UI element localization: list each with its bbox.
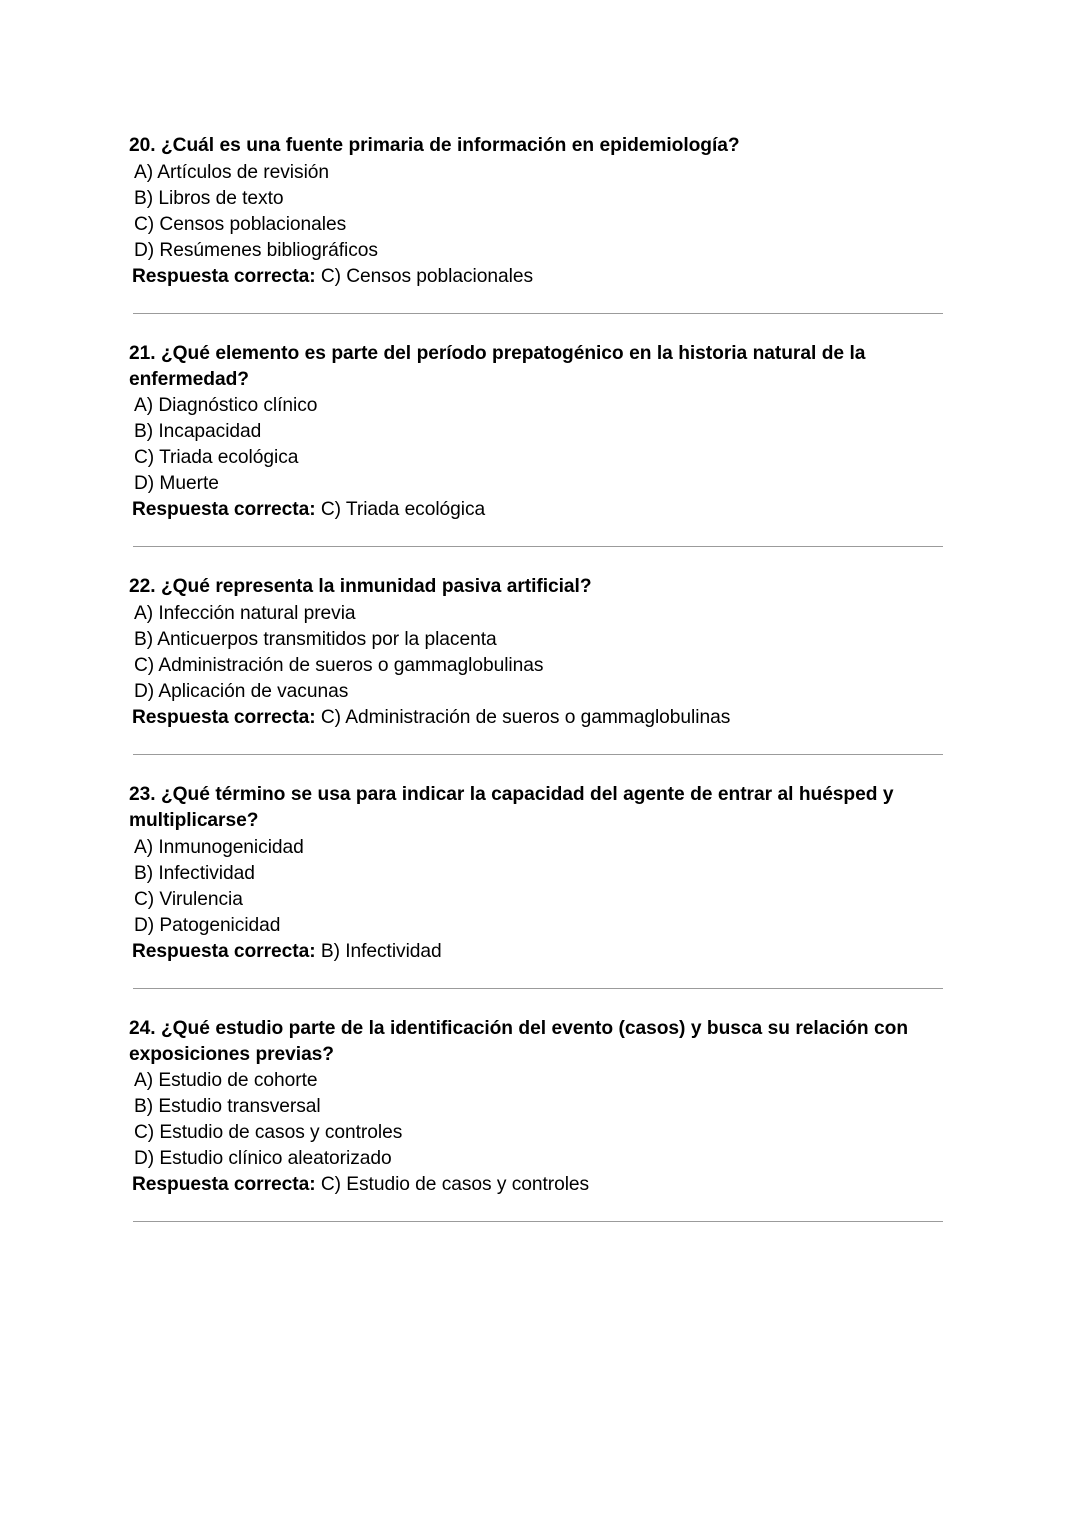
answer-option[interactable]: C) Censos poblacionales (134, 213, 347, 235)
correct-answer-line (129, 939, 943, 965)
answer-option[interactable]: B) Estudio transversal (134, 1096, 321, 1118)
question-block (129, 574, 943, 731)
answer-option[interactable]: D) Aplicación de vacunas (134, 681, 349, 703)
question-stem: 24. ¿Qué estudio parte de la identificación del evento (casos) y busca su relación con exposiciones previas? (129, 1017, 909, 1065)
correct-answer-value: C) Estudio de casos y controles (320, 1174, 590, 1196)
spacer (129, 314, 943, 341)
answer-option[interactable]: C) Triada ecológica (134, 447, 299, 469)
correct-answer-label: Respuesta correcta: (132, 499, 316, 521)
spacer (129, 547, 943, 574)
quiz-question-list (129, 133, 943, 1222)
question-stem: 22. ¿Qué representa la inmunidad pasiva artificial? (129, 576, 592, 598)
question-stem: 20. ¿Cuál es una fuente primaria de información en epidemiología? (129, 135, 740, 156)
answer-option[interactable]: B) Incapacidad (134, 421, 262, 443)
answer-option[interactable]: D) Patogenicidad (134, 914, 281, 936)
answer-option[interactable]: B) Anticuerpos transmitidos por la placenta (134, 629, 497, 651)
answer-option-list (129, 393, 943, 497)
answer-option[interactable]: D) Muerte (134, 473, 219, 495)
question-block (129, 782, 943, 965)
spacer (129, 290, 943, 313)
answer-option[interactable]: A) Infección natural previa (134, 603, 356, 625)
answer-option[interactable]: C) Estudio de casos y controles (134, 1122, 403, 1144)
correct-answer-line (129, 497, 943, 523)
correct-answer-line (129, 705, 943, 731)
question-stem: 23. ¿Qué término se usa para indicar la capacidad del agente de entrar al huésped y multiplicarse? (129, 784, 894, 831)
answer-option[interactable]: B) Libros de texto (134, 187, 284, 209)
spacer (129, 755, 943, 782)
correct-answer-line (129, 264, 943, 290)
answer-option[interactable]: A) Artículos de revisión (134, 161, 330, 183)
answer-option[interactable]: D) Estudio clínico aleatorizado (134, 1148, 392, 1170)
correct-answer-label: Respuesta correcta: (132, 1174, 316, 1196)
answer-option[interactable]: A) Estudio de cohorte (134, 1070, 318, 1092)
answer-option[interactable]: A) Diagnóstico clínico (134, 395, 318, 417)
question-block (129, 341, 943, 524)
answer-option[interactable]: D) Resúmenes bibliográficos (134, 239, 378, 261)
correct-answer-label: Respuesta correcta: (132, 707, 316, 729)
spacer (129, 1198, 943, 1221)
correct-answer-line (129, 1172, 943, 1198)
correct-answer-value: C) Administración de sueros o gammaglobulinas (320, 707, 731, 729)
answer-option[interactable]: A) Inmunogenicidad (134, 836, 304, 858)
spacer (129, 731, 943, 754)
spacer (129, 989, 943, 1016)
answer-option-list (129, 835, 943, 939)
question-block (129, 133, 943, 290)
answer-option[interactable]: C) Administración de sueros o gammaglobulinas (134, 655, 544, 677)
spacer (129, 523, 943, 546)
answer-option[interactable]: C) Virulencia (134, 888, 243, 910)
question-block (129, 1016, 943, 1199)
question-stem: 21. ¿Qué elemento es parte del período prepatogénico en la historia natural de la enfermedad? (129, 342, 866, 390)
section-divider (133, 1221, 943, 1222)
correct-answer-label: Respuesta correcta: (132, 940, 316, 962)
answer-option-list (129, 601, 943, 705)
answer-option-list (129, 160, 943, 264)
correct-answer-label: Respuesta correcta: (132, 265, 316, 287)
answer-option[interactable]: B) Infectividad (134, 862, 255, 884)
correct-answer-value: C) Triada ecológica (320, 499, 486, 521)
correct-answer-value: B) Infectividad (320, 940, 442, 962)
answer-option-list (129, 1068, 943, 1172)
correct-answer-value: C) Censos poblacionales (320, 265, 533, 287)
spacer (129, 965, 943, 988)
